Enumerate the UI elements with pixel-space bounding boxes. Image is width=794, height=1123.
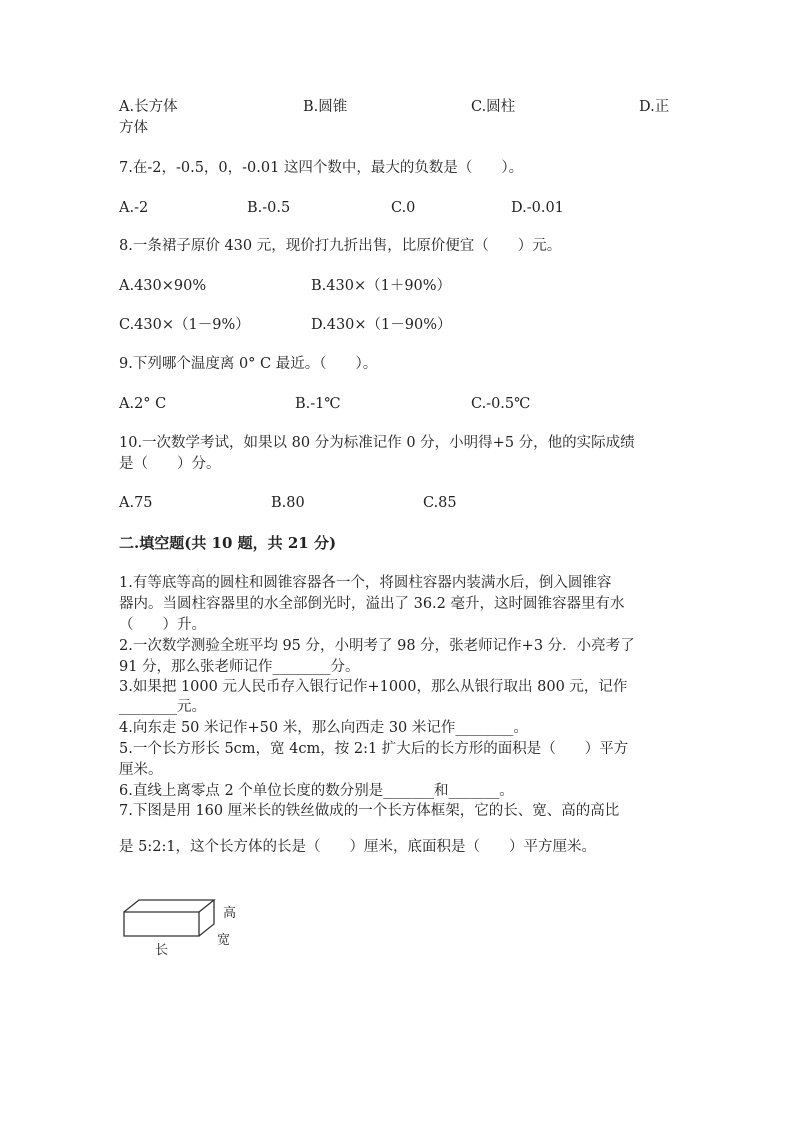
fill-q1-line2: 器内。当圆柱容器里的水全部倒光时，溢出了 36.2 毫升，这时圆锥容器里有水 [119, 596, 625, 612]
q9-option-a: A.2° C [119, 396, 167, 412]
q7-option-d: D.-0.01 [511, 200, 564, 216]
q8-option-b: B.430×（1＋90%） [311, 278, 452, 294]
fill-q7-line1: 7.下图是用 160 厘米长的铁丝做成的一个长方体框架，它的长、宽、高的高比 [119, 803, 620, 819]
q9-stem: 9.下列哪个温度离 0° C 最近。（ ）。 [119, 356, 378, 372]
fill-q3-line1: 3.如果把 1000 元人民币存入银行记作+1000，那么从银行取出 800 元，记作 [119, 679, 628, 695]
cuboid-top-face [124, 900, 214, 912]
q8-option-a: A.430×90% [119, 278, 207, 294]
q6-option-a: A.长方体 [119, 99, 178, 115]
fill-q3-line2: ________元。 [119, 699, 206, 715]
q10-stem-line2: 是（ ）分。 [119, 456, 221, 472]
fill-q4: 4.向东走 50 米记作+50 米，那么向西走 30 米记作________。 [119, 720, 528, 736]
fill-q6: 6.直线上离零点 2 个单位长度的数分别是_______和_______。 [119, 783, 514, 799]
cuboid-wireframe [119, 890, 249, 962]
length-label: 长 [155, 943, 169, 958]
q8-option-d: D.430×（1－90%） [311, 317, 452, 333]
q7-stem: 7.在-2，-0.5，0，-0.01 这四个数中，最大的负数是（ ）。 [119, 160, 524, 176]
q7-option-a: A.-2 [119, 200, 149, 216]
cuboid-front-face [124, 912, 199, 936]
section-2-title: 二.填空题(共 10 题，共 21 分) [119, 534, 337, 552]
fill-q5-line2: 厘米。 [119, 762, 163, 778]
fill-q2-line2: 91 分，那么张老师记作________分。 [119, 659, 360, 675]
q8-stem: 8.一条裙子原价 430 元，现价打九折出售，比原价便宜（ ）元。 [119, 238, 562, 254]
q7-option-c: C.0 [391, 200, 416, 216]
width-label: 宽 [217, 933, 231, 948]
q6-option-c: C.圆柱 [471, 99, 516, 115]
fill-q1-line3: （ ）升。 [119, 617, 206, 633]
q10-option-b: B.80 [271, 495, 305, 511]
q6-option-d: D.正 [639, 99, 670, 115]
q9-option-c: C.-0.5℃ [471, 396, 531, 412]
fill-q7-line2: 是 5:2:1，这个长方体的长是（ ）厘米，底面积是（ ）平方厘米。 [119, 839, 597, 855]
fill-q5-line1: 5.一个长方形长 5cm，宽 4cm，按 2:1 扩大后的长方形的面积是（ ）平方 [119, 741, 629, 757]
cuboid-diagram [119, 890, 249, 962]
q6-option-d-continued: 方体 [119, 120, 148, 136]
q9-option-b: B.-1℃ [295, 396, 341, 412]
q10-option-c: C.85 [423, 495, 457, 511]
q10-option-a: A.75 [119, 495, 153, 511]
fill-q1-line1: 1.有等底等高的圆柱和圆锥容器各一个，将圆柱容器内装满水后，倒入圆锥容 [119, 575, 612, 591]
q10-stem-line1: 10.一次数学考试，如果以 80 分为标准记作 0 分，小明得+5 分，他的实际成绩 [119, 435, 635, 451]
height-label: 高 [223, 906, 237, 921]
fill-q2-line1: 2.一次数学测验全班平均 95 分，小明考了 98 分，张老师记作+3 分．小亮考了 [119, 638, 635, 654]
q6-option-b: B.圆锥 [303, 99, 348, 115]
q8-option-c: C.430×（1－9%） [119, 317, 250, 333]
q7-option-b: B.-0.5 [247, 200, 291, 216]
